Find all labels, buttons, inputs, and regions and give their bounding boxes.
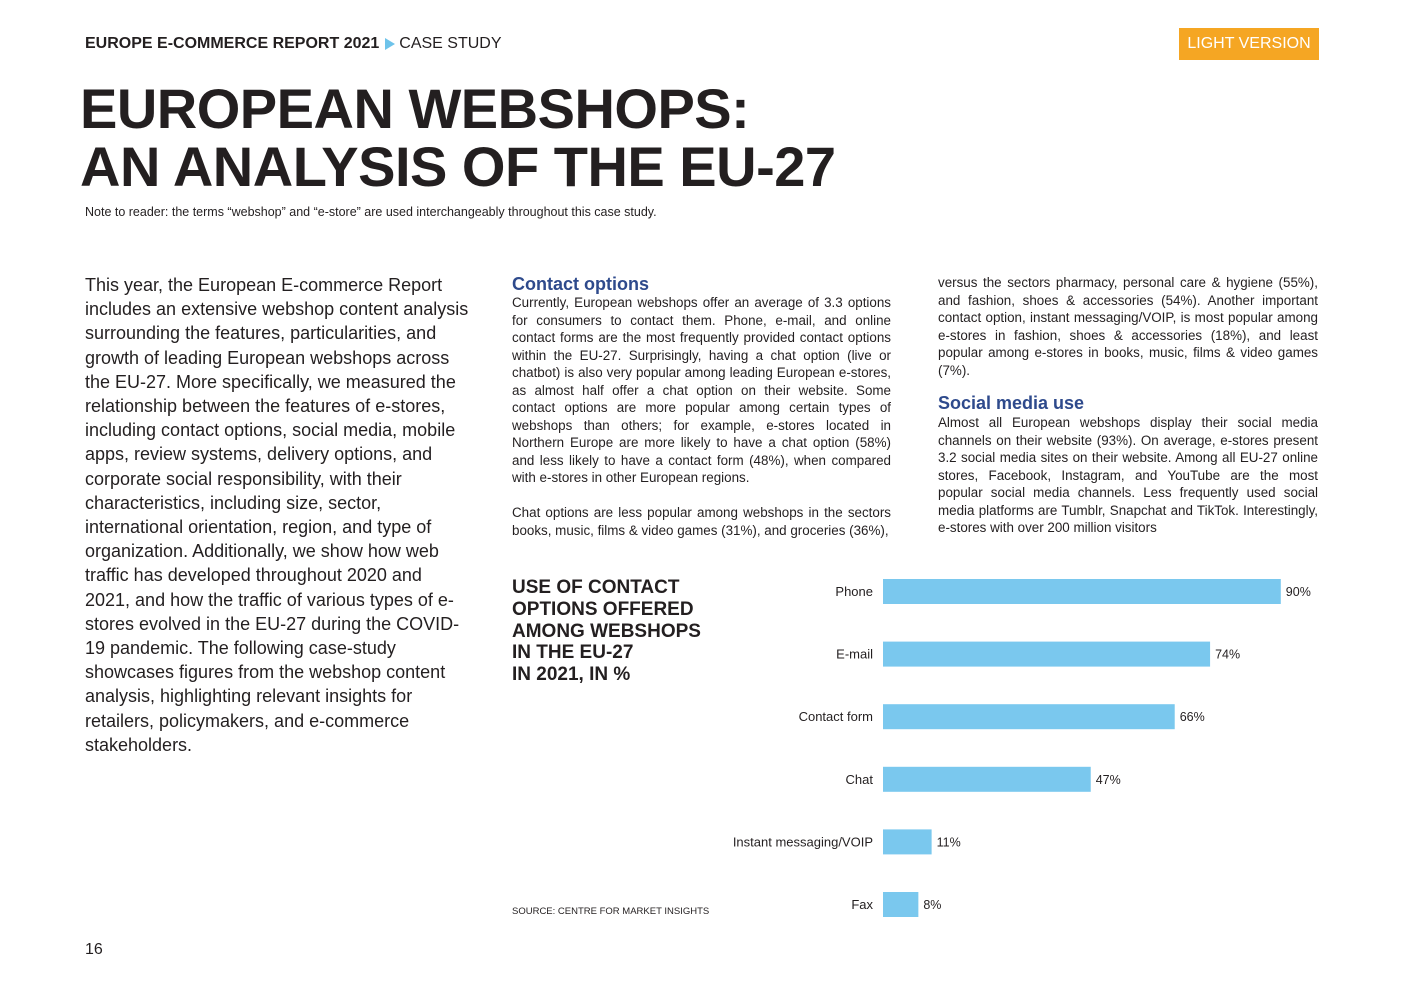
contact-options-paragraph-3: versus the sectors pharmacy, personal care & hygiene (55%), and fashion, shoes & accessories (54%). Another important contact option, instant messaging/VOIP, is most popular among e-stores in fashion, shoes & accessories (18%), and least popular among e-stores in books, music, films & video games (7%). — [938, 275, 1318, 378]
intro-paragraph: This year, the European E-commerce Report includes an extensive webshop content analysis surrounding the features, particularities, and growth of leading European webshops across the EU-27. More specifically, we measured the relationship between the features of e-stores, including contact options, social media, mobile apps, review systems, delivery options, and corporate social responsibility, with their characteristics, including size, sector, international orientation, region, and type of organization. Additionally, we show how web traffic has developed throughout 2020 and 2021, and how the traffic of various types of e-stores evolved in the EU-27 during the COVID-19 pandemic. The following case-study showcases figures from the webshop content analysis, highlighting relevant insights for retailers, policymakers, and e-commerce stakeholders. — [85, 275, 469, 755]
category-label: Phone — [835, 584, 873, 599]
page-title-line-2: AN ANALYSIS OF THE EU-27 — [80, 135, 836, 198]
chart-title-line: IN THE EU-27 — [512, 642, 634, 664]
category-label: Instant messaging/VOIP — [732, 834, 873, 850]
bar-phone — [883, 579, 1281, 604]
category-label: Fax — [851, 897, 873, 912]
chart-title-line: OPTIONS OFFERED — [512, 598, 694, 620]
bar-fax — [883, 892, 918, 917]
bar-contact-form — [883, 704, 1175, 729]
category-label: Contact form — [798, 709, 873, 725]
value-label: 66% — [1179, 710, 1205, 725]
value-label: 8% — [923, 898, 942, 912]
bar-e-mail — [883, 642, 1210, 667]
page-number: 16 — [85, 941, 103, 958]
chart-title-line: AMONG WEBSHOPS — [512, 620, 701, 642]
value-label: 11% — [936, 835, 961, 850]
contact-options-bar-chart — [700, 570, 1330, 930]
chart-title-line: IN 2021, IN % — [512, 664, 631, 686]
category-label: Chat — [845, 771, 873, 787]
source-note: SOURCE: CENTRE FOR MARKET INSIGHTS — [512, 906, 710, 917]
page-title — [80, 77, 980, 198]
page-title-line-1: EUROPEAN WEBSHOPS: — [80, 77, 750, 140]
bar-instant-messaging-voip — [883, 829, 932, 854]
chart-title-line: USE OF CONTACT — [512, 577, 680, 598]
social-media-paragraph: Almost all European webshops display their social media channels on their website (93%). On average, e-stores present 3.2 social media sites on their website. Among all EU-27 online stores, Facebook, Instagram, and YouTube are the most popular social media channels. Less frequently used social media platforms are Tumblr, Snapchat and TikTok. Interestingly, e-stores with over 200 million visitors — [938, 415, 1318, 535]
category-label: E-mail — [836, 646, 873, 662]
version-badge: LIGHT VERSION — [1179, 28, 1319, 60]
section-label: CASE STUDY — [399, 35, 502, 52]
report-title: EUROPE E-COMMERCE REPORT 2021 — [85, 35, 380, 52]
contact-options-heading: Contact options — [512, 274, 649, 294]
chart-title — [512, 577, 732, 686]
value-label: 90% — [1285, 585, 1311, 599]
value-label: 74% — [1215, 647, 1241, 662]
contact-options-paragraph-2: Chat options are less popular among webshops in the sectors books, music, films & video games (31%), and groceries (36%), — [512, 505, 891, 538]
bar-chat — [883, 767, 1091, 792]
social-media-heading: Social media use — [938, 393, 1085, 413]
contact-options-paragraph-1: Currently, European webshops offer an average of 3.3 options for consumers to contact them. Phone, e-mail, and online contact forms are the most frequently provided contact options within the EU-27. Surprisingly, having a chat option (live or chatbot) is also very popular among leading European e-stores, as almost half offer a chat option on their website. Some contact options are more popular among certain types of webshops than others; for example, e-stores located in Northern Europe are more likely to have a chat option (58%) and less likely to have a contact form (48%), when compared with e-stores in other European regions. — [512, 295, 891, 485]
value-label: 47% — [1095, 772, 1121, 787]
report-header — [85, 34, 502, 54]
play-arrow-icon — [385, 38, 395, 50]
reader-note: Note to reader: the terms “webshop” and “e-store” are used interchangeably throughout this case study. — [85, 205, 657, 219]
